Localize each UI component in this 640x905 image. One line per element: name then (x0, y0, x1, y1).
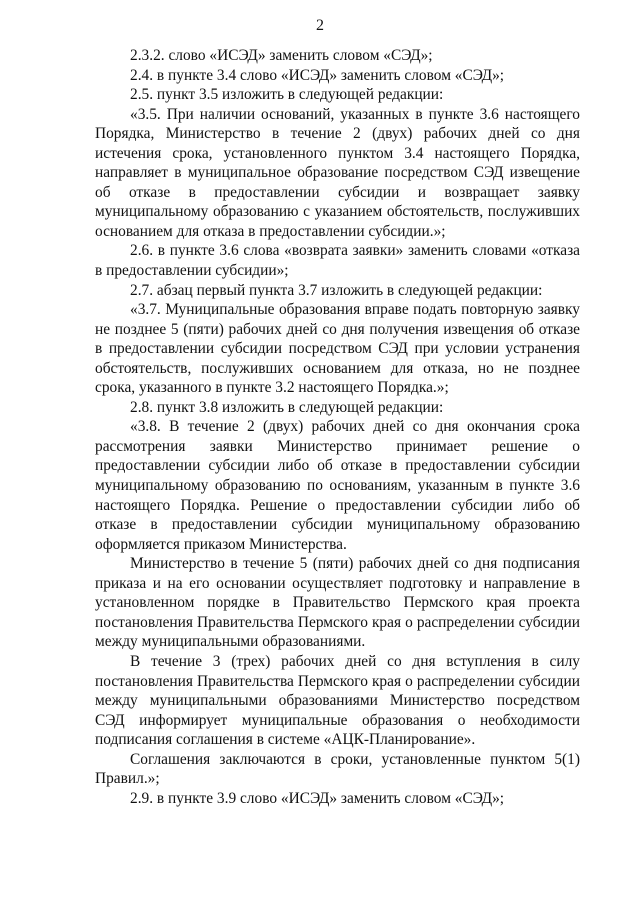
paragraph-2-9: 2.9. в пункте 3.9 слово «ИСЭД» заменить словом «СЭД»; (130, 789, 505, 807)
page-number: 2 (316, 17, 324, 34)
paragraph-ministry-order: Министерство в течение 5 (пяти) рабочих дней со дня подписания приказа и на его основании осуществляет подготовку и направление в установленном порядке в Правительство Пермского края проекта постановления Правительства Пермского края о распределении субсидии между муниципальными образованиями. (95, 555, 580, 651)
paragraph-2-8: 2.8. пункт 3.8 изложить в следующей редакции: (130, 398, 444, 416)
paragraph-2-7: 2.7. абзац первый пункта 3.7 изложить в следующей редакции: (130, 281, 543, 299)
paragraph-3-7-text: «3.7. Муниципальные образования вправе подать повторную заявку не позднее 5 (пяти) рабочих дней со дня получения извещения об отказе в предоставлении субсидии посредством СЭД при условии устранения обстоятельств, послуживших основанием для отказа, но не позднее срока, указанного в пункте 3.2 настоящего Порядка.»; (95, 301, 580, 397)
paragraph-2-5: 2.5. пункт 3.5 изложить в следующей редакции: (130, 86, 444, 104)
paragraph-2-4: 2.4. в пункте 3.4 слово «ИСЭД» заменить словом «СЭД»; (130, 66, 505, 84)
paragraph-3-5-text: «3.5. При наличии оснований, указанных в пункте 3.6 настоящего Порядка, Министерство в течение 2 (двух) рабочих дней со дня истечения срока, установленного пунктом 3.4 настоящего Порядка, направляет в муниципальное образование посредством СЭД извещение об отказе в предоставлении субсидии и возвращает заявку муниципальному образованию с указанием обстоятельств, послуживших основанием для отказа в предоставлении субсидии.»; (95, 105, 580, 240)
document-body (95, 46, 580, 808)
paragraph-3-8-text: «3.8. В течение 2 (двух) рабочих дней со дня окончания срока рассмотрения заявки Министерство принимает решение о предоставлении субсидии либо об отказе в предоставлении субсидии муниципальному образованию по основаниям, указанным в пункте 3.6 настоящего Порядка. Решение о предоставлении субсидии либо об отказе в предоставлении субсидии муниципальному образованию оформляется приказом Министерства. (95, 418, 580, 553)
paragraph-2-3-2: 2.3.2. слово «ИСЭД» заменить словом «СЭД»; (130, 47, 433, 64)
paragraph-ministry-inform: В течение 3 (трех) рабочих дней со дня вступления в силу постановления Правительства Пермского края о распределении субсидии между муниципальными образованиями Министерство посредством СЭД информирует муниципальные образования о необходимости подписания соглашения в системе «АЦК-Планирование». (95, 652, 580, 749)
paragraph-agreements: Соглашения заключаются в сроки, установленные пунктом 5(1) Правил.»; (95, 750, 580, 788)
paragraph-2-6: 2.6. в пункте 3.6 слова «возврата заявки» заменить словами «отказа в предоставлении субсидии»; (95, 242, 580, 280)
